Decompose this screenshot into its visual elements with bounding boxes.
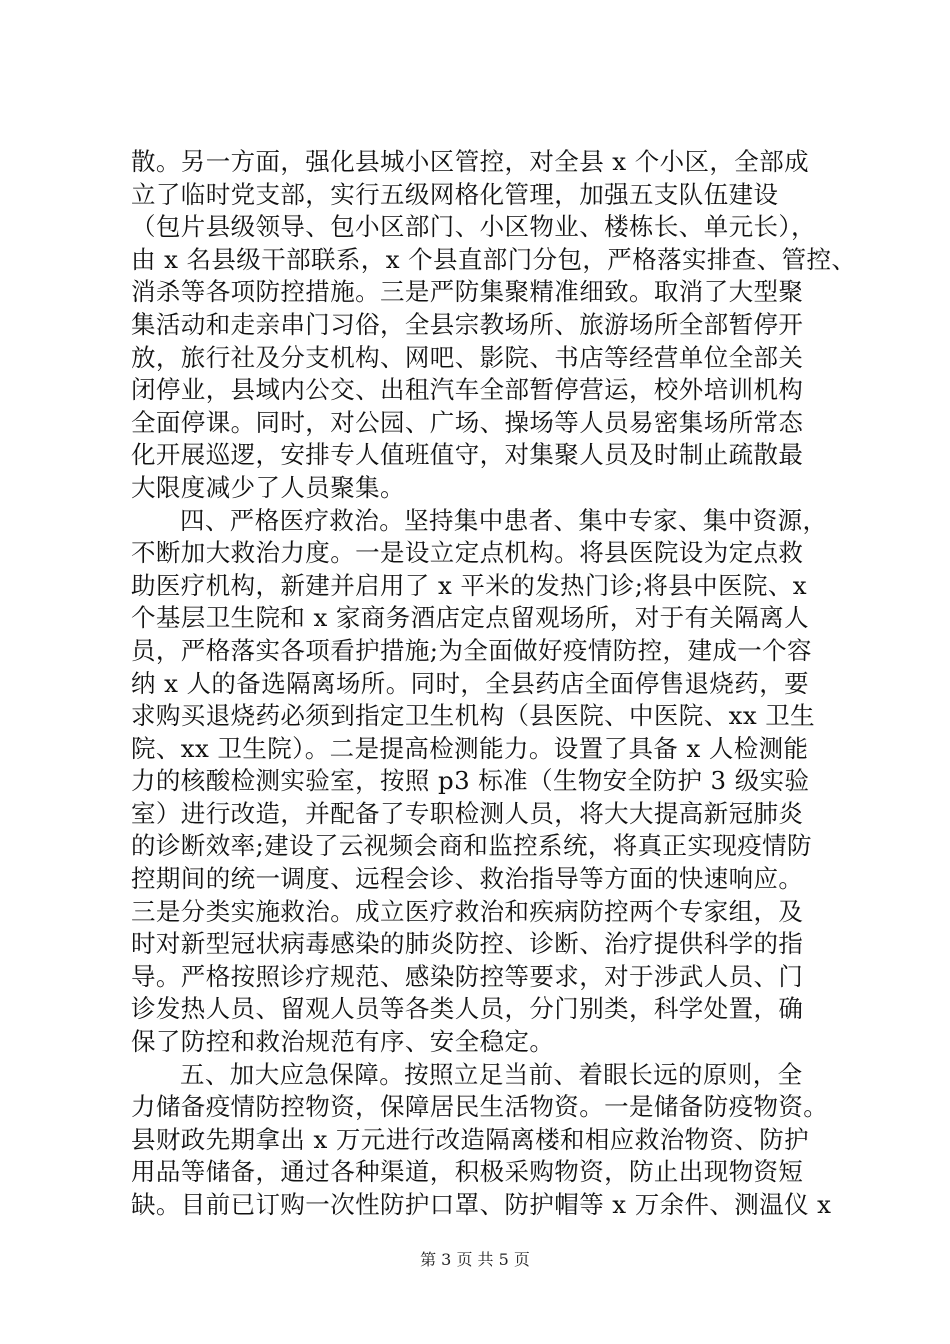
section-heading-line: 五、加大应急保障。按照立足当前、着眼长远的原则，全 xyxy=(180,1059,803,1089)
text-line: 由 x 名县级干部联系，x 个县直部门分包，严格落实排查、管控、 xyxy=(131,244,857,274)
text-line: 散。另一方面，强化县城小区管控，对全县 x 个小区，全部成 xyxy=(131,147,809,176)
text-line: 缺。目前已订购一次性防护口罩、防护帽等 x 万余件、测温仪 x xyxy=(131,1190,832,1219)
text-line: 院、xx 卫生院）。二是提高检测能力。设置了具备 x 人检测能 xyxy=(131,733,809,763)
page-number: 第 3 页 共 5 页 xyxy=(420,1250,530,1269)
text-line: 全面停课。同时，对公园、广场、操场等人员易密集场所常态 xyxy=(131,407,804,437)
text-line: 闭停业，县域内公交、出租汽车全部暂停营运，校外培训机构 xyxy=(131,375,804,405)
text-line: 力储备疫情防控物资，保障居民生活物资。一是储备防疫物资。 xyxy=(131,1092,829,1122)
text-line: 求购买退烧药必须到指定卫生机构（县医院、中医院、xx 卫生 xyxy=(131,701,816,731)
text-line: 三是分类实施救治。成立医疗救治和疾病防控两个专家组，及 xyxy=(131,896,804,926)
text-line: （包片县级领导、包小区部门、小区物业、楼栋长、单元长）， xyxy=(131,212,816,242)
text-line: 用品等储备，通过各种渠道，积极采购物资，防止出现物资短 xyxy=(131,1157,804,1187)
document-body xyxy=(131,146,857,1222)
text-line: 大限度减少了人员聚集。 xyxy=(131,472,405,502)
text-line: 放，旅行社及分支机构、网吧、影院、书店等经营单位全部关 xyxy=(131,342,804,372)
text-line: 纳 x 人的备选隔离场所。同时，全县药店全面停售退烧药，要 xyxy=(131,668,809,698)
text-line: 助医疗机构，新建并启用了 x 平米的发热门诊;将县中医院、x xyxy=(131,570,807,600)
text-line: 诊发热人员、留观人员等各类人员，分门别类，科学处置，确 xyxy=(131,994,804,1024)
text-line: 县财政先期拿出 x 万元进行改造隔离楼和相应救治物资、防护 xyxy=(131,1124,809,1154)
text-line: 时对新型冠状病毒感染的肺炎防控、诊断、治疗提供科学的指 xyxy=(131,929,804,959)
text-line: 消杀等各项防控措施。三是严防集聚精准细致。取消了大型聚 xyxy=(131,277,804,307)
text-line: 员，严格落实各项看护措施;为全面做好疫情防控，建成一个容 xyxy=(131,635,812,665)
section-heading-line: 四、严格医疗救治。坚持集中患者、集中专家、集中资源， xyxy=(180,505,828,535)
text-line: 化开展巡逻，安排专人值班值守，对集聚人员及时制止疏散最 xyxy=(131,440,804,470)
text-line: 导。严格按照诊疗规范、感染防控等要求，对于涉武人员、门 xyxy=(131,961,804,991)
text-line: 控期间的统一调度、远程会诊、救治指导等方面的快速响应。 xyxy=(131,864,804,894)
text-line: 立了临时党支部，实行五级网格化管理，加强五支队伍建设 xyxy=(131,179,779,209)
text-line: 室）进行改造，并配备了专职检测人员，将大大提高新冠肺炎 xyxy=(131,798,804,828)
text-line: 不断加大救治力度。一是设立定点机构。将县医院设为定点救 xyxy=(131,538,804,568)
text-line: 集活动和走亲串门习俗，全县宗教场所、旅游场所全部暂停开 xyxy=(131,309,804,339)
text-line: 力的核酸检测实验室，按照 p3 标准（生物安全防护 3 级实验 xyxy=(131,766,810,796)
text-line: 个基层卫生院和 x 家商务酒店定点留观场所，对于有关隔离人 xyxy=(131,603,809,633)
text-line: 的诊断效率;建设了云视频会商和监控系统，将真正实现疫情防 xyxy=(131,831,812,861)
text-line: 保了防控和救治规范有序、安全稳定。 xyxy=(131,1027,555,1057)
